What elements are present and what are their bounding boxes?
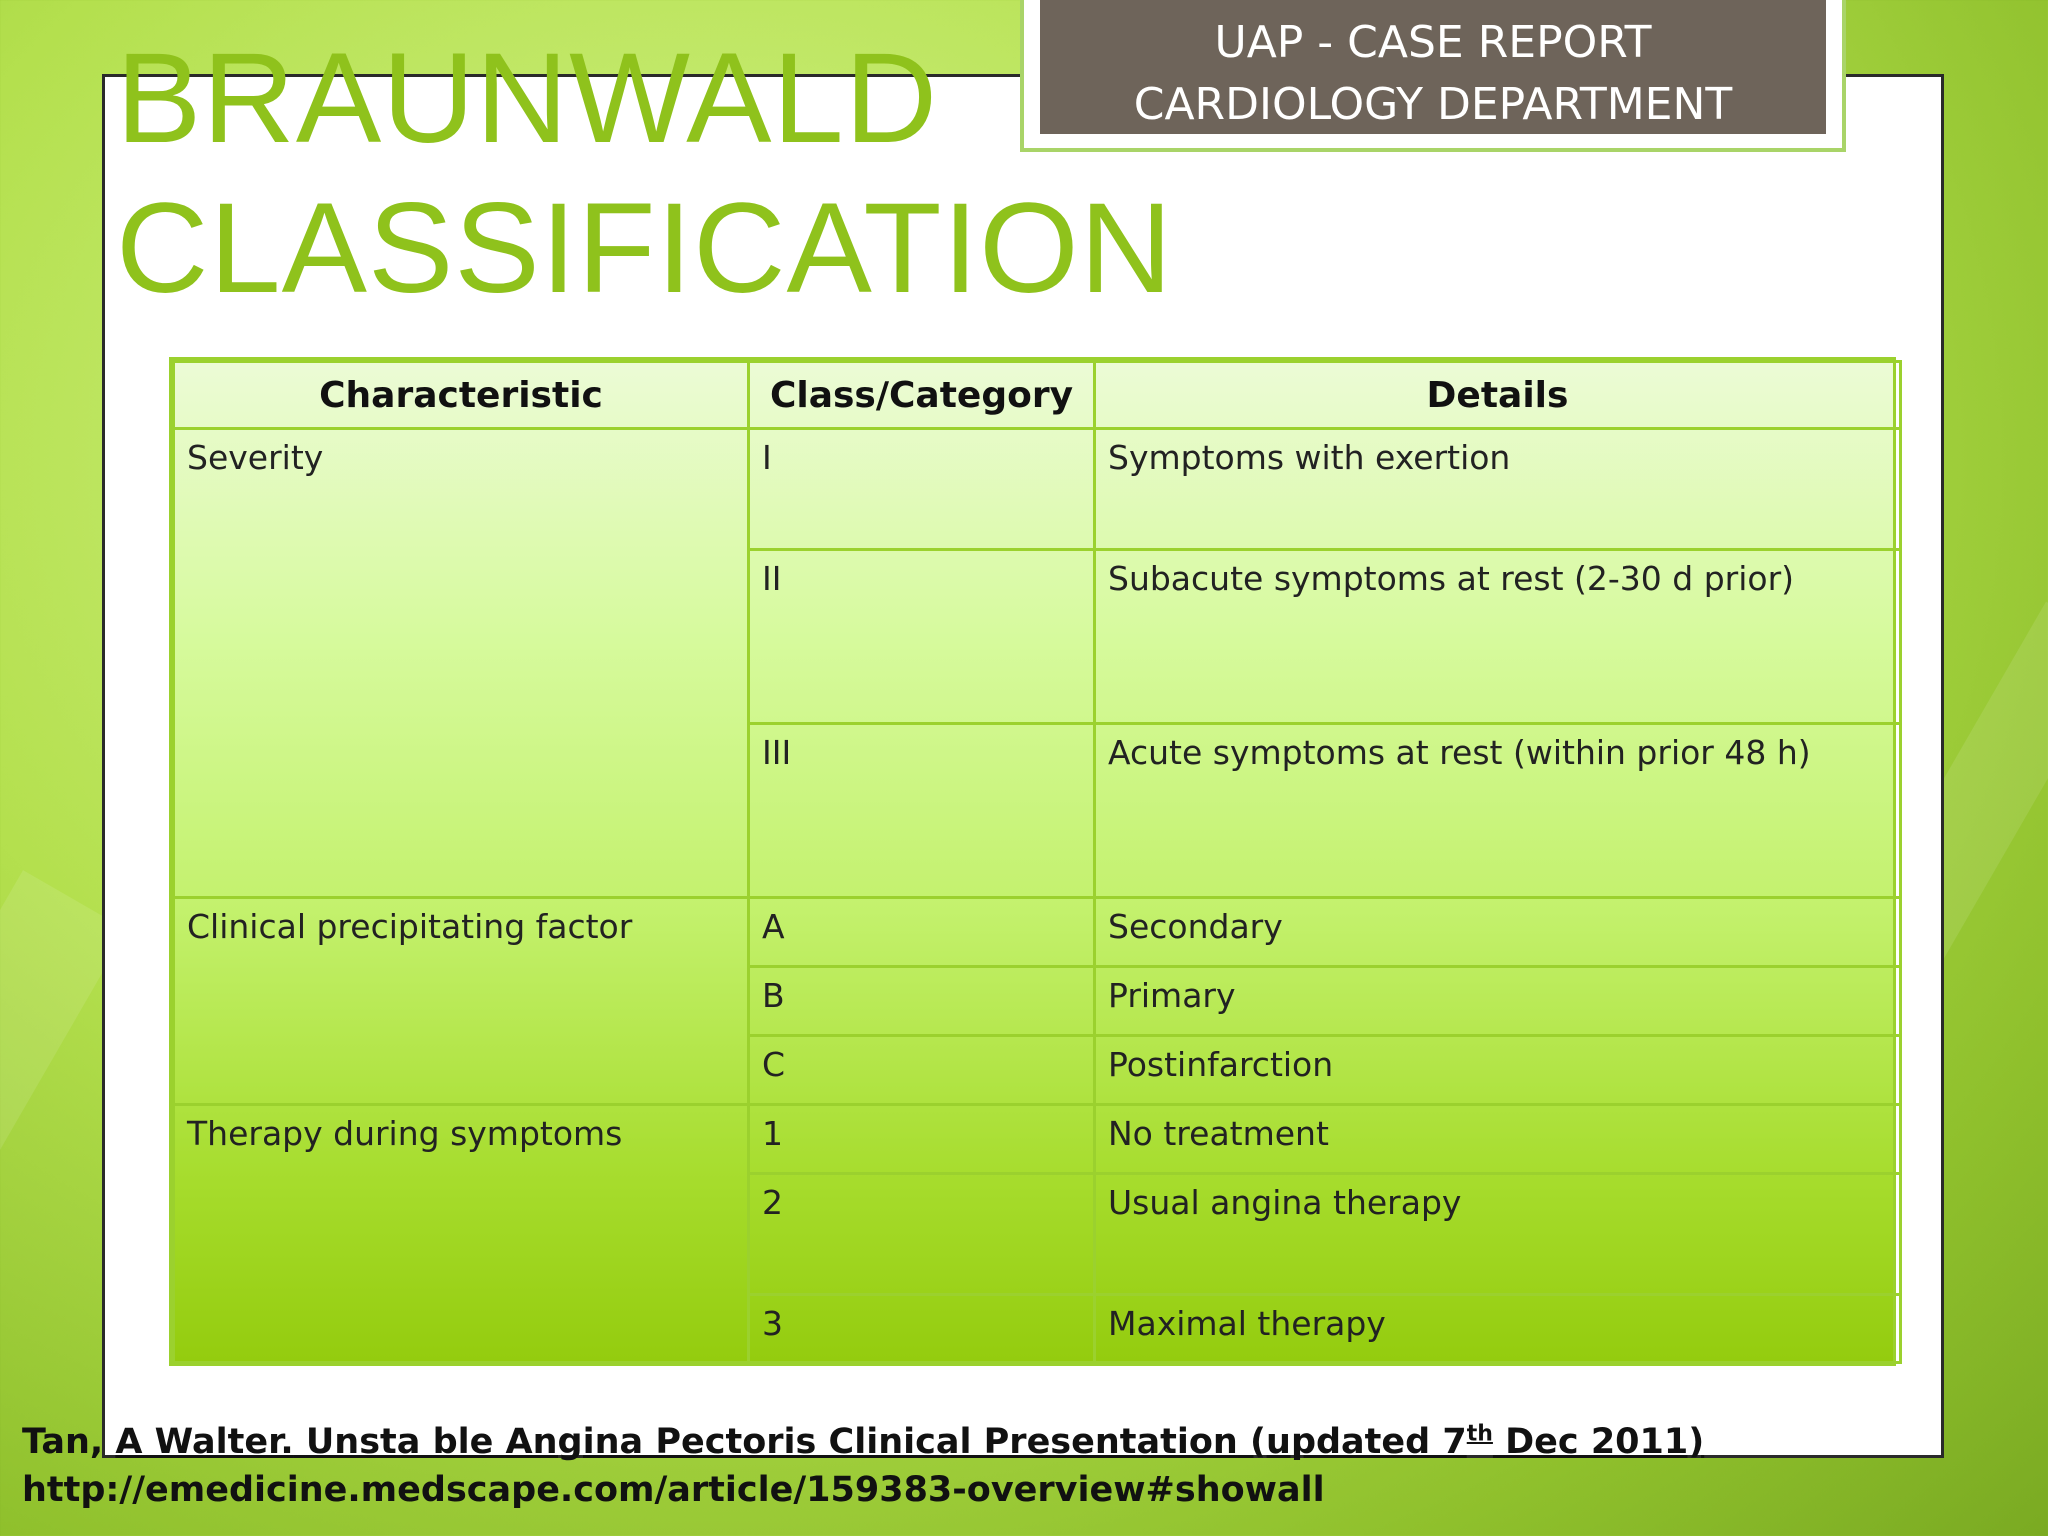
slide-title-line1: BRAUNWALD (116, 27, 939, 170)
cell-class: B (749, 967, 1095, 1036)
citation-reference-line (22, 1418, 1704, 1466)
citation-date-pre: (updated 7 (1250, 1422, 1467, 1462)
cell-class: 2 (749, 1174, 1095, 1295)
cell-details: Subacute symptoms at rest (2-30 d prior) (1095, 550, 1901, 724)
classification-table (172, 360, 1902, 1364)
citation-date-post: Dec 2011) (1505, 1422, 1705, 1462)
cell-class: 3 (749, 1295, 1095, 1363)
cell-details: Primary (1095, 967, 1901, 1036)
banner-line2: CARDIOLOGY DEPARTMENT (1133, 79, 1733, 130)
table-row (174, 898, 1901, 967)
citation-author-first: Tan, (22, 1422, 104, 1462)
cell-class: C (749, 1036, 1095, 1105)
banner-line1: UAP - CASE REPORT (1214, 17, 1652, 68)
citation-title-part1: Unsta (305, 1422, 421, 1462)
cell-characteristic: Therapy during symptoms (174, 1105, 749, 1363)
cell-details: Postinfarction (1095, 1036, 1901, 1105)
classification-table-container (169, 357, 1896, 1366)
cell-class: II (749, 550, 1095, 724)
table-row (174, 429, 1901, 550)
cell-details: Symptoms with exertion (1095, 429, 1901, 550)
slide-title (116, 24, 1173, 324)
table-row (174, 1105, 1901, 1174)
cell-characteristic: Severity (174, 429, 749, 898)
citation-url[interactable]: http://emedicine.medscape.com/article/159383-overview#showall (22, 1470, 1325, 1510)
cell-class: A (749, 898, 1095, 967)
cell-details: Maximal therapy (1095, 1295, 1901, 1363)
cell-class: III (749, 724, 1095, 898)
citation-title-part2: ble Angina Pectoris Clinical Presentation (432, 1422, 1238, 1462)
cell-details: Usual angina therapy (1095, 1174, 1901, 1295)
header-class-category: Class/Category (749, 362, 1095, 429)
cell-class: 1 (749, 1105, 1095, 1174)
citation (22, 1418, 1704, 1514)
slide-title-line2: CLASSIFICATION (116, 177, 1174, 320)
cell-class: I (749, 429, 1095, 550)
table-header-row (174, 362, 1901, 429)
cell-details: No treatment (1095, 1105, 1901, 1174)
citation-author-rest: A Walter. (115, 1422, 294, 1462)
cell-details: Secondary (1095, 898, 1901, 967)
header-characteristic: Characteristic (174, 362, 749, 429)
department-banner (1040, 0, 1826, 134)
cell-characteristic: Clinical precipitating factor (174, 898, 749, 1105)
citation-date-sup: th (1466, 1421, 1493, 1447)
cell-details: Acute symptoms at rest (within prior 48 h) (1095, 724, 1901, 898)
header-details: Details (1095, 362, 1901, 429)
